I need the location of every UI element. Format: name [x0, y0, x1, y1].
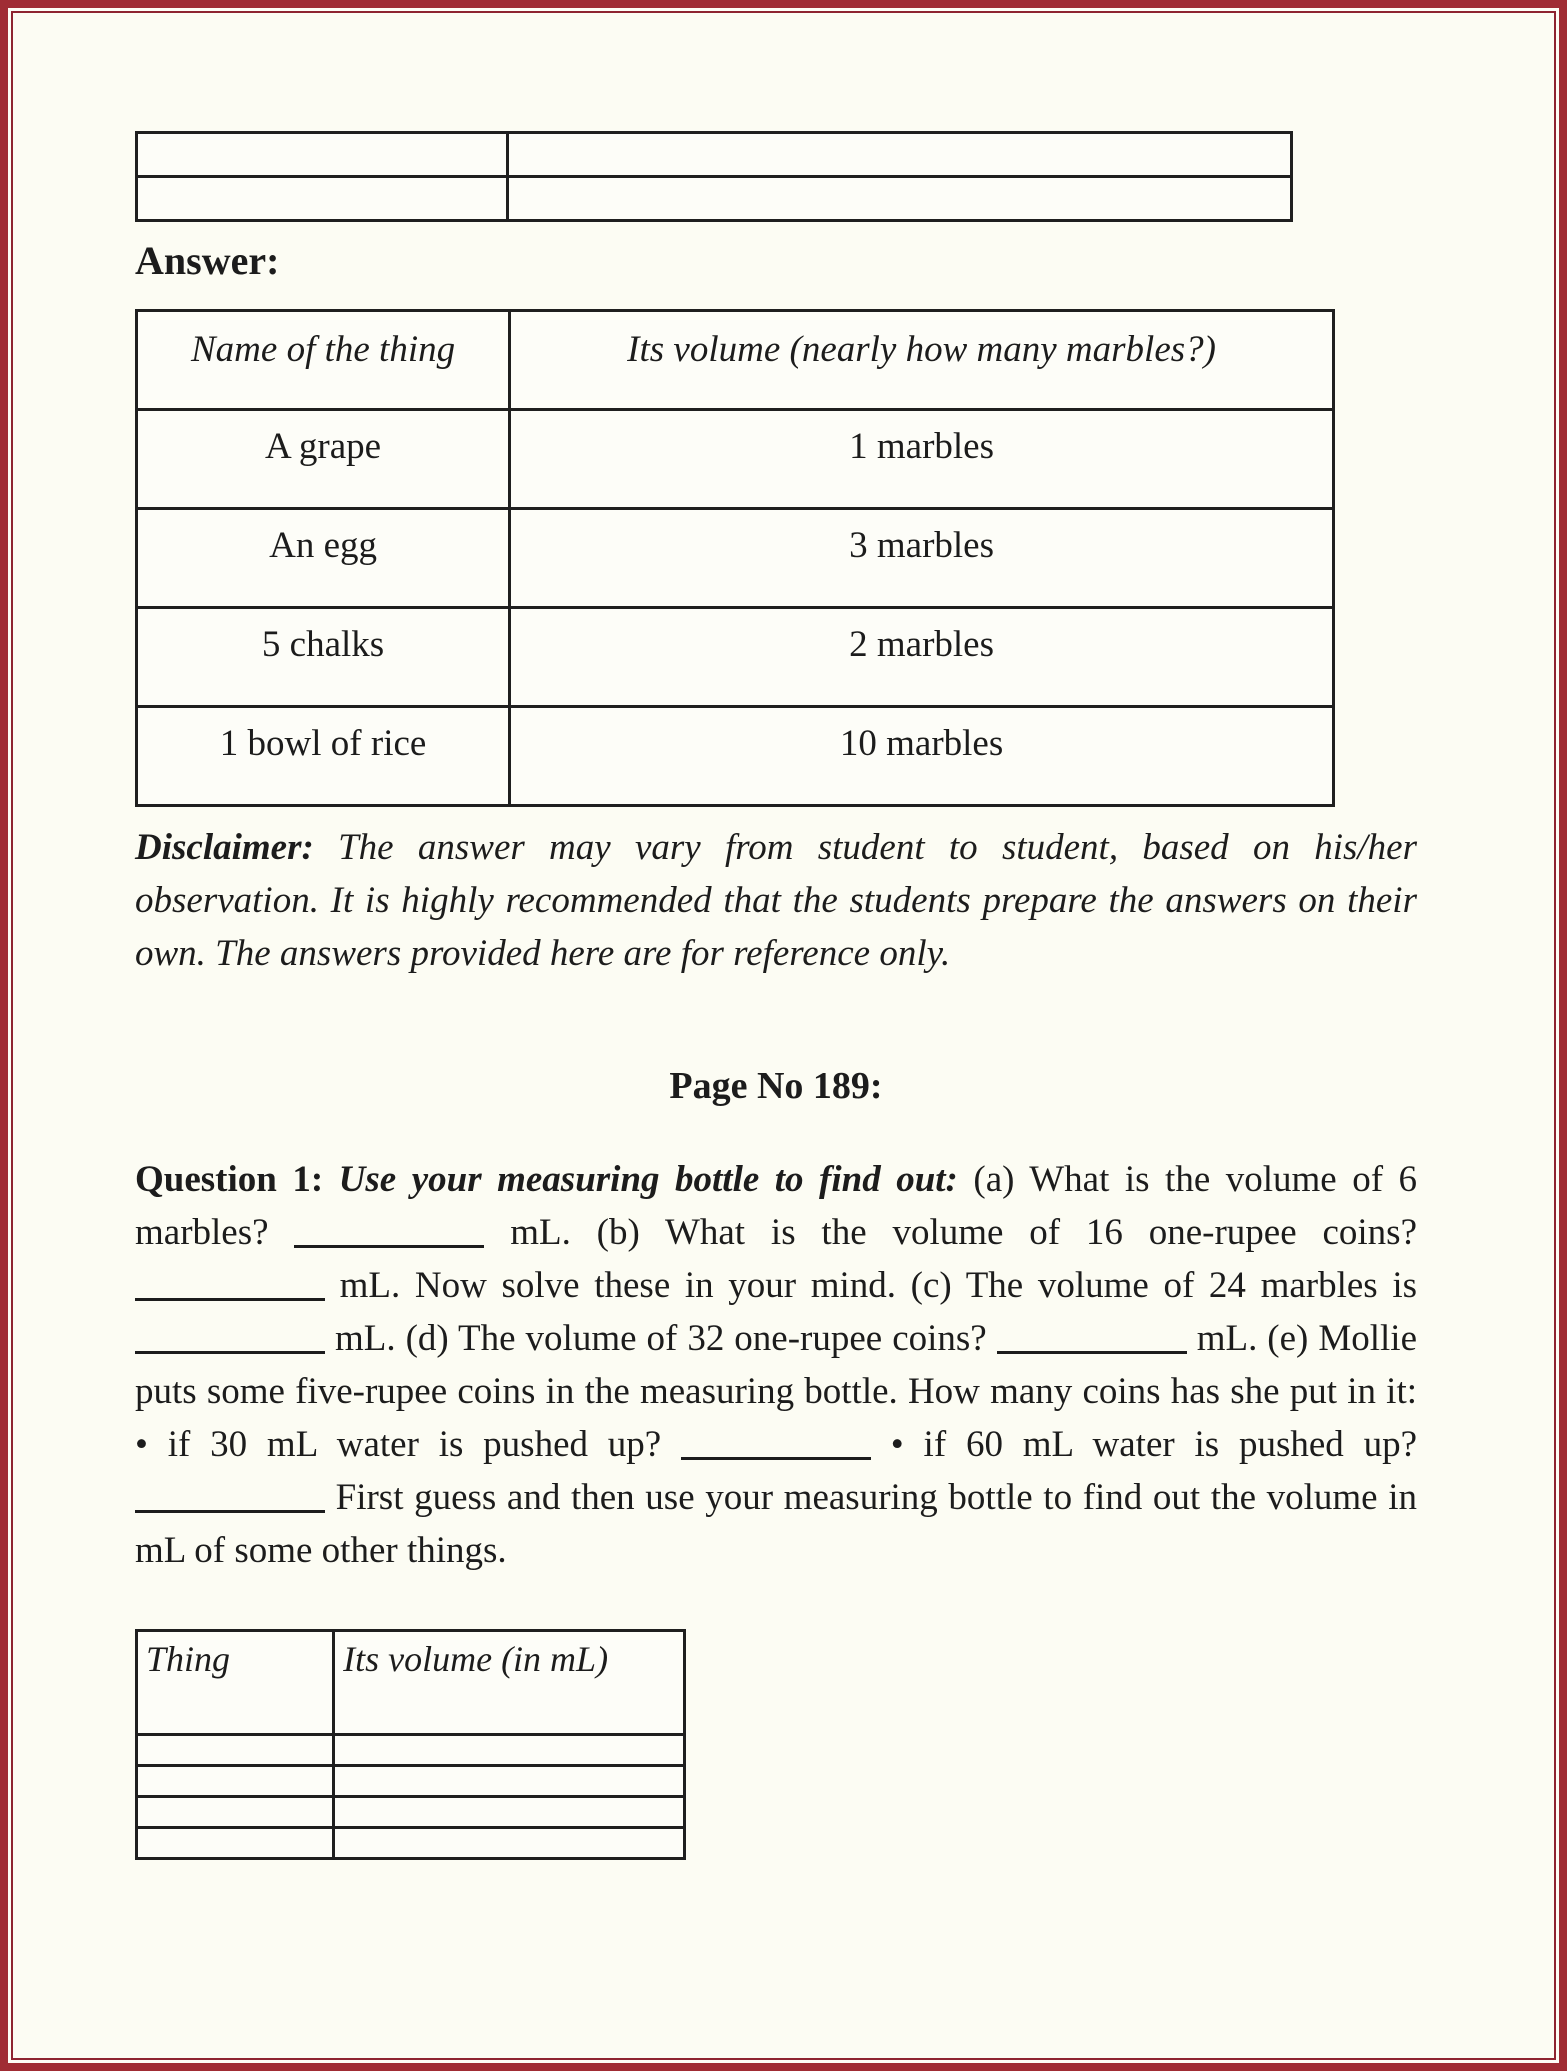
disclaimer-text: The answer may vary from student to student, based on his/her observation. It is highly recommended that the students prepare the answers on their own. The answers provided here are for reference only. — [135, 827, 1417, 974]
table-row — [137, 410, 1334, 509]
table-row — [137, 1828, 685, 1859]
page-content-frame — [11, 11, 1556, 2060]
column-header-thing: Thing — [137, 1631, 334, 1735]
question-text: mL. (e) Mollie puts some five-rupee coins in the measuring bottle. How many coins has she put in it: • if 30 mL water is pushed up? — [135, 1318, 1418, 1465]
disclaimer-label: Disclaimer: — [135, 827, 314, 868]
question-instruction: Use your measuring bottle to find out: — [338, 1159, 958, 1200]
empty-cell — [334, 1766, 685, 1797]
empty-cell — [137, 177, 508, 221]
table-header-row — [137, 1631, 685, 1735]
column-header-thing: Name of the thing — [137, 311, 510, 410]
cell-thing: 5 chalks — [137, 608, 510, 707]
things-volume-table — [135, 1629, 686, 1860]
question-text: • if 60 mL water is pushed up? — [890, 1424, 1417, 1465]
table-header-row — [137, 311, 1334, 410]
fill-in-blank — [997, 1349, 1187, 1354]
question-text: (a) What is the volume of 6 marbles? — [135, 1159, 1418, 1253]
question-text: mL. Now solve these in your mind. (c) The volume of 24 marbles is — [339, 1265, 1417, 1306]
empty-cell — [334, 1797, 685, 1828]
answer-heading: Answer: — [135, 238, 280, 283]
question-label: Question 1: — [135, 1159, 324, 1200]
empty-cell — [508, 133, 1292, 177]
answer-table — [135, 309, 1335, 807]
cell-volume: 2 marbles — [510, 608, 1334, 707]
column-header-volume: Its volume (nearly how many marbles?) — [510, 311, 1334, 410]
empty-continuation-table — [135, 131, 1293, 222]
table-row — [137, 133, 1292, 177]
table-row — [137, 1766, 685, 1797]
column-header-volume-ml: Its volume (in mL) — [334, 1631, 685, 1735]
cell-thing: An egg — [137, 509, 510, 608]
fill-in-blank — [135, 1349, 325, 1354]
empty-cell — [137, 1766, 334, 1797]
cell-volume: 1 marbles — [510, 410, 1334, 509]
empty-cell — [334, 1828, 685, 1859]
fill-in-blank — [681, 1455, 871, 1460]
page-border-gap — [8, 8, 1559, 2063]
question-paragraph — [135, 1153, 1417, 1577]
question-text: mL. (d) The volume of 32 one-rupee coins? — [334, 1318, 987, 1359]
fill-in-blank — [294, 1243, 484, 1248]
empty-cell — [508, 177, 1292, 221]
table-row — [137, 1797, 685, 1828]
table-row — [137, 608, 1334, 707]
cell-thing: 1 bowl of rice — [137, 707, 510, 806]
cell-thing: A grape — [137, 410, 510, 509]
table-row — [137, 509, 1334, 608]
empty-cell — [137, 133, 508, 177]
cell-volume: 3 marbles — [510, 509, 1334, 608]
cell-volume: 10 marbles — [510, 707, 1334, 806]
disclaimer-paragraph — [135, 821, 1417, 980]
question-text: First guess and then use your measuring bottle to find out the volume in mL of some other things. — [135, 1477, 1418, 1571]
empty-cell — [137, 1828, 334, 1859]
page-number-heading: Page No 189: — [669, 1065, 883, 1107]
empty-cell — [137, 1797, 334, 1828]
table-row — [137, 1735, 685, 1766]
question-text: mL. (b) What is the volume of 16 one-rupee coins? — [510, 1212, 1417, 1253]
empty-cell — [137, 1735, 334, 1766]
fill-in-blank — [135, 1508, 325, 1513]
empty-cell — [334, 1735, 685, 1766]
fill-in-blank — [135, 1296, 325, 1301]
table-row — [137, 707, 1334, 806]
table-row — [137, 177, 1292, 221]
